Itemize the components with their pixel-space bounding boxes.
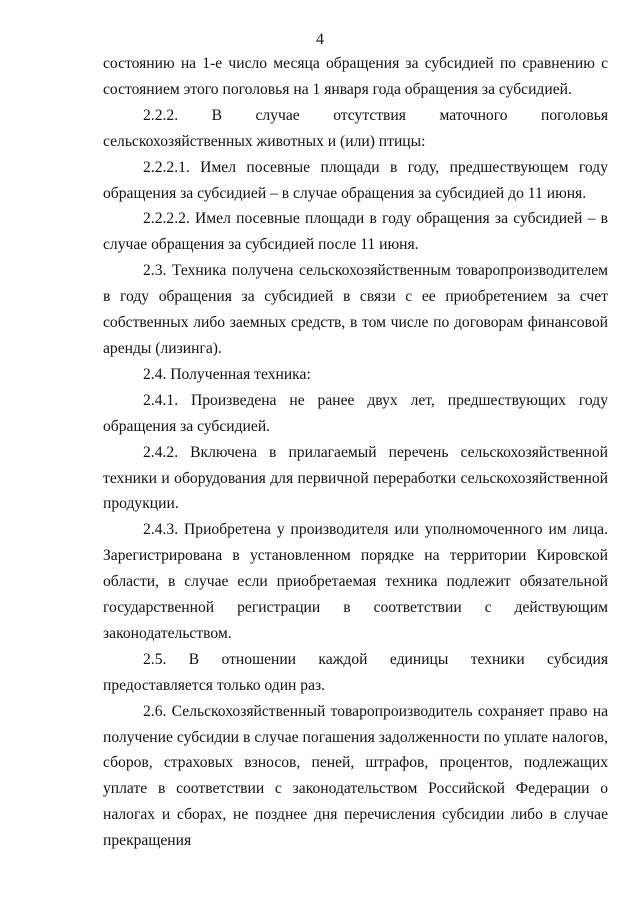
paragraph-2-4: 2.4. Полученная техника: — [143, 365, 311, 383]
paragraph-2-2-2-2: 2.2.2.2. Имел посевные площади в году обращения за субсидией – в случае обращения за субсидией после 11 июня. — [103, 210, 608, 254]
paragraph-2-4-1: 2.4.1. Произведена не ранее двух лет, предшествующих году обращения за субсидией. — [103, 391, 608, 435]
page-number: 4 — [316, 31, 324, 48]
paragraph-2-4-2: 2.4.2. Включена в прилагаемый перечень сельскохозяйственной техники и оборудования для первичной переработки сельскохозяйственной продукции. — [103, 443, 608, 513]
paragraph-2-2-2-1: 2.2.2.1. Имел посевные площади в году, предшествующем году обращения за субсидией – в случае обращения за субсидией до 11 июня. — [103, 158, 608, 202]
document-body — [103, 51, 608, 854]
paragraph-2-6: 2.6. Сельскохозяйственный товаропроизводитель сохраняет право на получение субсидии в случае погашения задолженности по уплате налогов, сборов, страховых взносов, пеней, штрафов, процентов, подлежащих уплате в соответствии с законодательством Российской Федерации о налогах и сборах, не позднее дня перечисления субсидии либо в случае прекращения — [103, 702, 608, 850]
paragraph-2-5: 2.5. В отношении каждой единицы техники субсидия предоставляется только один раз. — [103, 650, 608, 694]
paragraph-2-2-2: 2.2.2. В случае отсутствия маточного поголовья сельскохозяйственных животных и (или) птицы: — [103, 106, 608, 150]
paragraph-2-4-3: 2.4.3. Приобретена у производителя или уполномоченного им лица. Зарегистрирована в установленном порядке на территории Кировской области, в случае если приобретаемая техника подлежит обязательной государственной регистрации в соответствии с действующим законодательством. — [103, 521, 608, 642]
paragraph-continuation: состоянию на 1-е число месяца обращения за субсидией по сравнению с состоянием этого поголовья на 1 января года обращения за субсидией. — [103, 55, 608, 98]
paragraph-2-3: 2.3. Техника получена сельскохозяйственным товаропроизводителем в году обращения за субсидией в связи с ее приобретением за счет собственных либо заемных средств, в том числе по договорам финансовой аренды (лизинга). — [103, 262, 608, 357]
